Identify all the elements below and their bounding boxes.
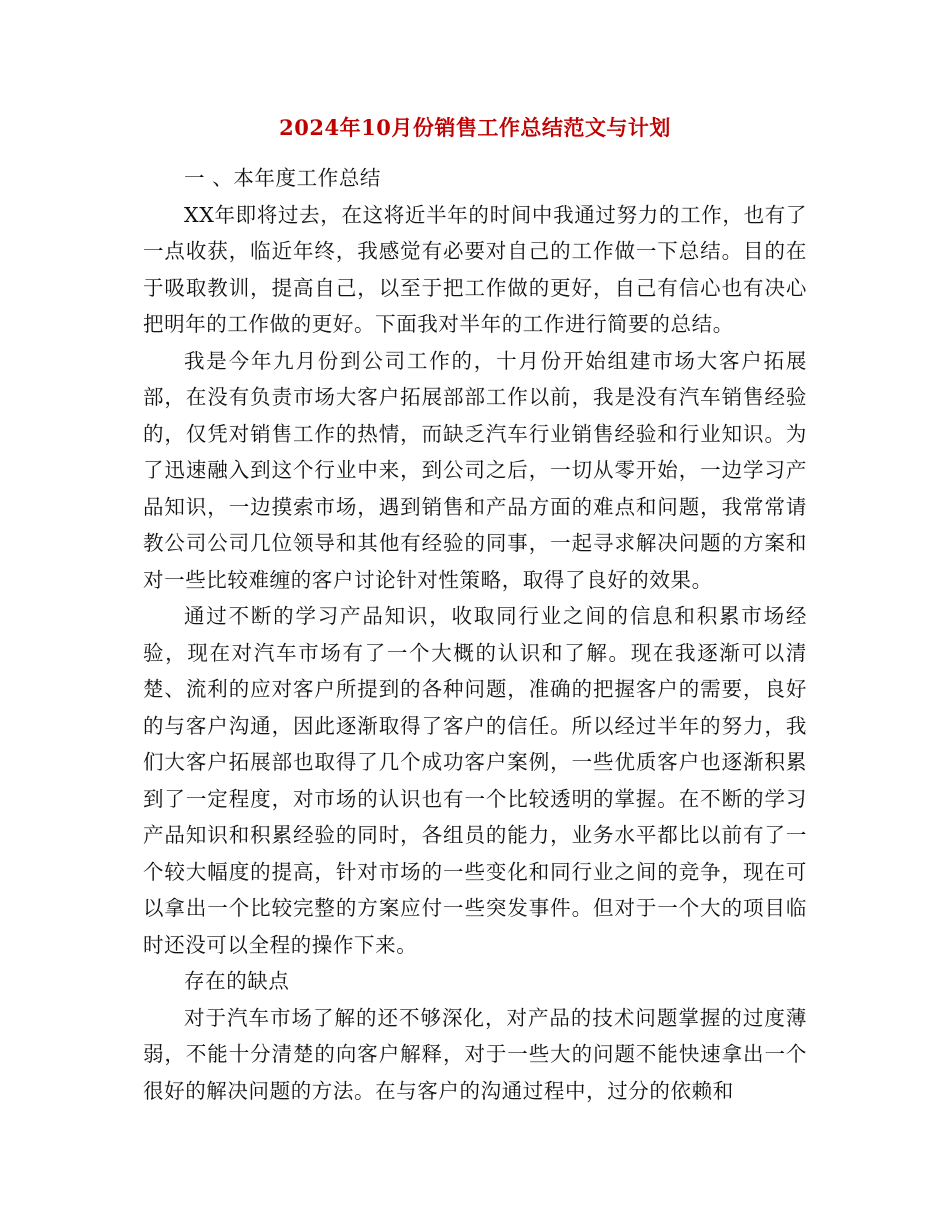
paragraph: 通过不断的学习产品知识，收取同行业之间的信息和积累市场经验，现在对汽车市场有了一个大概的认识和了解。现在我逐渐可以清楚、流利的应对客户所提到的各种问题，准确的把握客户的需要，良好的与客户沟通，因此逐渐取得了客户的信任。所以经过半年的努力，我们大客户拓展部也取得了几个成功客户案例，一些优质客户也逐渐积累到了一定程度，对市场的认识也有一个比较透明的掌握。在不断的学习产品知识和积累经验的同时，各组员的能力，业务水平都比以前有了一个较大幅度的提高，针对市场的一些变化和同行业之间的竞争，现在可以拿出一个比较完整的方案应付一些突发事件。但对于一个大的项目临时还没可以全程的操作下来。 — [143, 604, 807, 957]
section-heading: 一 、本年度工作总结 — [184, 166, 382, 190]
document-body — [143, 160, 807, 1109]
document-title: 2024年10月份销售工作总结范文与计划 — [279, 115, 671, 140]
paragraph: XX年即将过去，在这将近半年的时间中我通过努力的工作，也有了一点收获，临近年终，我感觉有必要对自己的工作做一下总结。目的在于吸取教训，提高自己，以至于把工作做的更好，自己有信心也有决心把明年的工作做的更好。下面我对半年的工作进行简要的总结。 — [143, 202, 807, 336]
paragraph: 对于汽车市场了解的还不够深化，对产品的技术问题掌握的过度薄弱，不能十分清楚的向客户解释，对于一些大的问题不能快速拿出一个很好的解决问题的方法。在与客户的沟通过程中，过分的依赖和 — [143, 1005, 807, 1103]
paragraph: 我是今年九月份到公司工作的，十月份开始组建市场大客户拓展部，在没有负责市场大客户拓展部部工作以前，我是没有汽车销售经验的，仅凭对销售工作的热情，而缺乏汽车行业销售经验和行业知识。为了迅速融入到这个行业中来，到公司之后，一切从零开始，一边学习产品知识，一边摸索市场，遇到销售和产品方面的难点和问题，我常常请教公司公司几位领导和其他有经验的同事，一起寻求解决问题的方案和对一些比较难缠的客户讨论针对性策略，取得了良好的效果。 — [143, 348, 807, 592]
section-heading: 存在的缺点 — [184, 969, 290, 993]
